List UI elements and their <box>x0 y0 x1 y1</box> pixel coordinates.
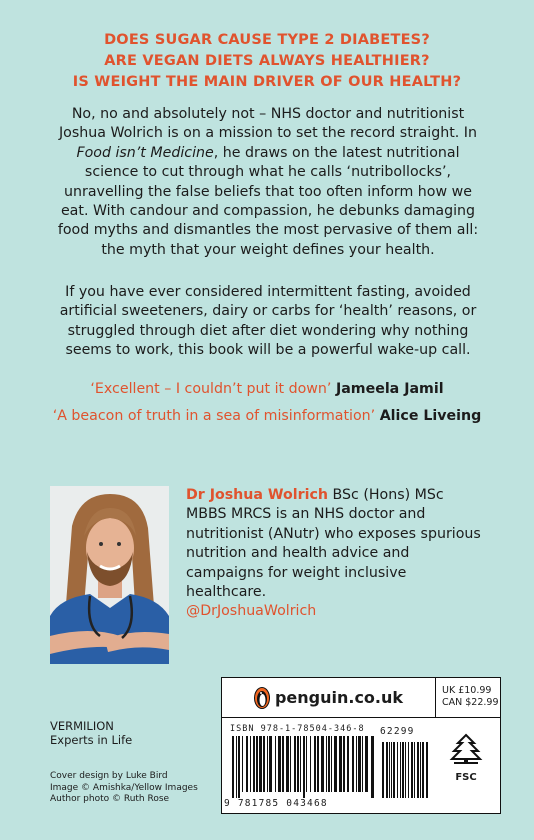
barcode-digits: 9 781785 043468 <box>224 798 328 809</box>
blurb-intro: No, no and absolutely not – NHS doctor and nutritionist Joshua Wolrich is on a mission to set the record straight. In <box>59 106 477 142</box>
barcode-bar <box>331 736 332 792</box>
quote-source: Alice Liveing <box>379 408 482 424</box>
barcode-bar <box>232 736 234 798</box>
review-quote-1 <box>0 379 534 399</box>
barcode-addon-bar <box>393 742 395 798</box>
price-block <box>442 685 499 709</box>
barcode-bar <box>256 736 258 792</box>
barcode-bar <box>310 736 311 792</box>
barcode-bar <box>371 736 374 798</box>
headline-line-3: IS WEIGHT THE MAIN DRIVER OF OUR HEALTH? <box>72 74 462 90</box>
barcode-bar <box>343 736 345 792</box>
barcode-addon-bar <box>411 742 413 798</box>
credit-photo: Author photo © Ruth Rose <box>50 794 170 804</box>
publisher-url: penguin.co.uk <box>274 688 404 707</box>
barcode-addon-bar <box>389 742 390 798</box>
barcode-addon-bar <box>417 742 419 798</box>
barcode-addon-bar <box>400 742 401 798</box>
barcode-addon-bar <box>402 742 404 798</box>
barcode-bar <box>326 736 327 792</box>
author-portrait-image <box>50 486 169 664</box>
fsc-tree-icon <box>448 733 484 767</box>
barcode-addon-bar <box>386 742 388 798</box>
penguin-logo-icon <box>254 687 270 709</box>
book-title: Food isn’t Medicine <box>76 144 214 161</box>
barcode-panel <box>221 677 501 814</box>
barcode-image <box>230 736 430 798</box>
quote-text: ‘A beacon of truth in a sea of misinformation’ <box>52 408 376 424</box>
barcode-bar <box>356 736 357 792</box>
author-photo <box>50 486 169 664</box>
barcode-bar <box>300 736 301 792</box>
barcode-addon-bar <box>414 742 415 798</box>
barcode-bar <box>365 736 368 792</box>
barcode-bar <box>263 736 265 792</box>
quote-source: Jameela Jamil <box>335 381 444 397</box>
isbn-label: ISBN 978-1-78504-346-8 <box>230 724 365 734</box>
blurb-rest: , he draws on the latest nutritional science to cut through what he calls ‘nutribollocks’, unravelling the false beliefs that too often inform how we eat. With candour and compassion, he debunks damaging food myths and dismantles the most pervasive of them all: the myth that your weight defines your health. <box>57 144 479 258</box>
barcode-bar <box>282 736 284 792</box>
barcode-bar <box>306 736 307 792</box>
barcode-addon-bar <box>391 742 392 798</box>
price-can: CAN $22.99 <box>442 697 499 708</box>
barcode-addon-digits: 62299 <box>380 726 415 737</box>
penguin-row <box>222 678 500 718</box>
barcode-addon-bar <box>408 742 409 798</box>
barcode-addon-bar <box>420 742 421 798</box>
blurb-paragraph-2: If you have ever considered intermittent fasting, avoided artificial sweeteners, dairy or carbs for ‘health’ reasons, or struggled through diet after diet wondering why nothing seems to work, this book will be a powerful wake-up call. <box>59 284 477 359</box>
barcode-bar <box>250 736 251 792</box>
barcode-bar <box>321 736 324 792</box>
price-uk: UK £10.99 <box>442 685 492 696</box>
barcode-bar <box>317 736 319 792</box>
barcode-addon-bar <box>426 742 428 798</box>
barcode-bar <box>314 736 316 792</box>
barcode-bar <box>269 736 272 792</box>
barcode-bar <box>294 736 296 792</box>
author-name: Dr Joshua Wolrich <box>186 487 329 503</box>
barcode-bar <box>278 736 281 792</box>
fsc-mark <box>448 733 484 783</box>
headline-line-2: ARE VEGAN DIETS ALWAYS HEALTHIER? <box>104 53 430 69</box>
barcode-bar <box>334 736 337 792</box>
barcode-bar <box>259 736 262 792</box>
blurb-paragraph-1 <box>52 105 484 260</box>
barcode-bar <box>275 736 276 792</box>
author-handle: @DrJoshuaWolrich <box>186 603 317 620</box>
barcode-bar <box>242 736 243 792</box>
headline-questions <box>0 30 534 93</box>
barcode-bar <box>328 736 330 792</box>
headline-line-1: DOES SUGAR CAUSE TYPE 2 DIABETES? <box>104 32 430 48</box>
barcode-bar <box>236 736 237 798</box>
credit-image: Image © Amishka/Yellow Images <box>50 782 198 793</box>
barcode-bar <box>286 736 289 792</box>
barcode-bar <box>339 736 342 792</box>
credit-design: Cover design by Luke Bird <box>50 771 168 781</box>
author-bio <box>186 486 486 622</box>
barcode-addon-bar <box>422 742 424 798</box>
review-quote-2 <box>0 406 534 426</box>
barcode-addon-bar <box>382 742 384 798</box>
quote-text: ‘Excellent – I couldn’t put it down’ <box>90 381 332 397</box>
imprint-name: VERMILION <box>50 719 114 733</box>
fsc-label: FSC <box>455 772 477 783</box>
barcode-bar <box>246 736 248 792</box>
publisher-site <box>222 678 436 717</box>
barcode-bar <box>238 736 240 798</box>
barcode-bar <box>347 736 349 792</box>
barcode-bar <box>362 736 363 792</box>
barcode-addon-bar <box>405 742 406 798</box>
barcode-bar <box>358 736 361 792</box>
barcode-bar <box>267 736 268 792</box>
publisher-imprint <box>50 719 132 747</box>
author-description: BSc (Hons) MSc MBBS MRCS is an NHS doctor and nutritionist (ANutr) who exposes spurious nutrition and health advice and campaigns for weight inclusive healthcare. <box>186 487 481 601</box>
barcode-bar <box>352 736 354 792</box>
barcode-bar <box>253 736 255 792</box>
barcode-bar <box>290 736 291 792</box>
barcode-bar <box>297 736 299 792</box>
barcode-bar <box>303 736 305 798</box>
barcode-addon-bar <box>397 742 398 798</box>
cover-credits <box>50 771 198 806</box>
imprint-tagline: Experts in Life <box>50 733 133 747</box>
